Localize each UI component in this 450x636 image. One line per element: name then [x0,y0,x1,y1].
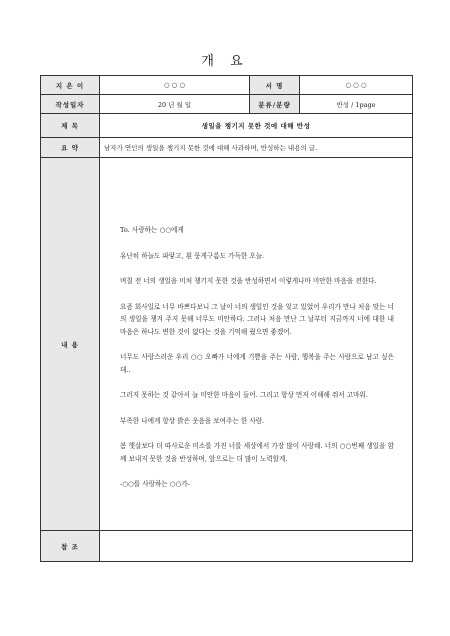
letter-paragraph: 며칠 전 너의 생일을 미처 챙기지 못한 것을 반성하면서 이렇게나마 미안한 마음을 전한다. [120,277,377,286]
letter-paragraph: 요즘 회사일로 너무 바쁘다보니 그 날이 너의 생일인 것을 잊고 있었어 우리가 만나 처음 맞는 너의 생일을 챙겨 주지 못해 너무도 미안하다. 그러나 처음 만난 그 날부터 지금까지 너에 대한 내 마음은 하나도 변한 것이 없다는 것을 기억해 줬으면 좋겠어. [120,302,394,336]
reference-label: 참 조 [41,531,100,562]
letter-paragraph: 부족한 나에게 항상 밝은 웃음을 보여주는 한 사람. [120,416,265,425]
letter-body [104,197,408,491]
letter-paragraph: To. 사랑하는 ○○에게 [120,226,184,235]
author-label: 지 은 이 [41,76,100,95]
author-value: ○ ○ ○ [100,76,250,95]
summary-row [41,138,413,158]
document-title: 개 요 [201,54,249,69]
book-title-value: ○ ○ ○ [300,76,413,95]
letter-paragraph: 봄 햇살보다 더 따사로운 미소를 가진 너를 세상에서 가장 많이 사랑해. 너의 ○○번째 생일을 함께 보내지 못한 것을 반성하며, 앞으로는 더 많이 노력할게. [120,442,394,463]
letter-signature: -○○를 사랑하는 ○○가- [120,480,190,489]
summary-form-table [40,75,413,562]
letter-paragraph: 너무도 사랑스러운 우리 ○○ 오빠가 너에게 기쁨을 주는 사람, 행복을 주는 사람으로 남고 싶은데.. [120,353,394,374]
author-row [41,76,413,95]
date-value: 20 년 월 일 [100,95,250,114]
subject-row [41,114,413,138]
subject-label: 제 목 [41,114,100,138]
letter-paragraph: 그러지 못하는 것 같아서 늘 미안한 마음이 들어. 그리고 항상 먼저 이해해 줘서 고마워. [120,391,369,400]
reference-row [41,531,413,562]
category-label: 분류/분량 [250,95,300,114]
reference-value [100,531,413,562]
date-label: 작성일자 [41,95,100,114]
book-title-label: 서 명 [250,76,300,95]
letter-paragraph: 유난히 하늘도 파랗고, 흰 뭉게구름도 가득한 오늘. [120,251,265,260]
category-value: 반성 / 1page [300,95,413,114]
date-row [41,95,413,114]
summary-label: 요 약 [41,138,100,158]
content-label: 내 용 [41,158,100,531]
subject-value: 생일을 챙기지 못한 것에 대해 반성 [100,114,413,138]
content-row [41,158,413,531]
summary-value: 남자가 연인의 생일을 챙기지 못한 것에 대해 사과하며, 반성하는 내용의 글. [100,138,413,158]
letter-body-cell [100,158,413,531]
